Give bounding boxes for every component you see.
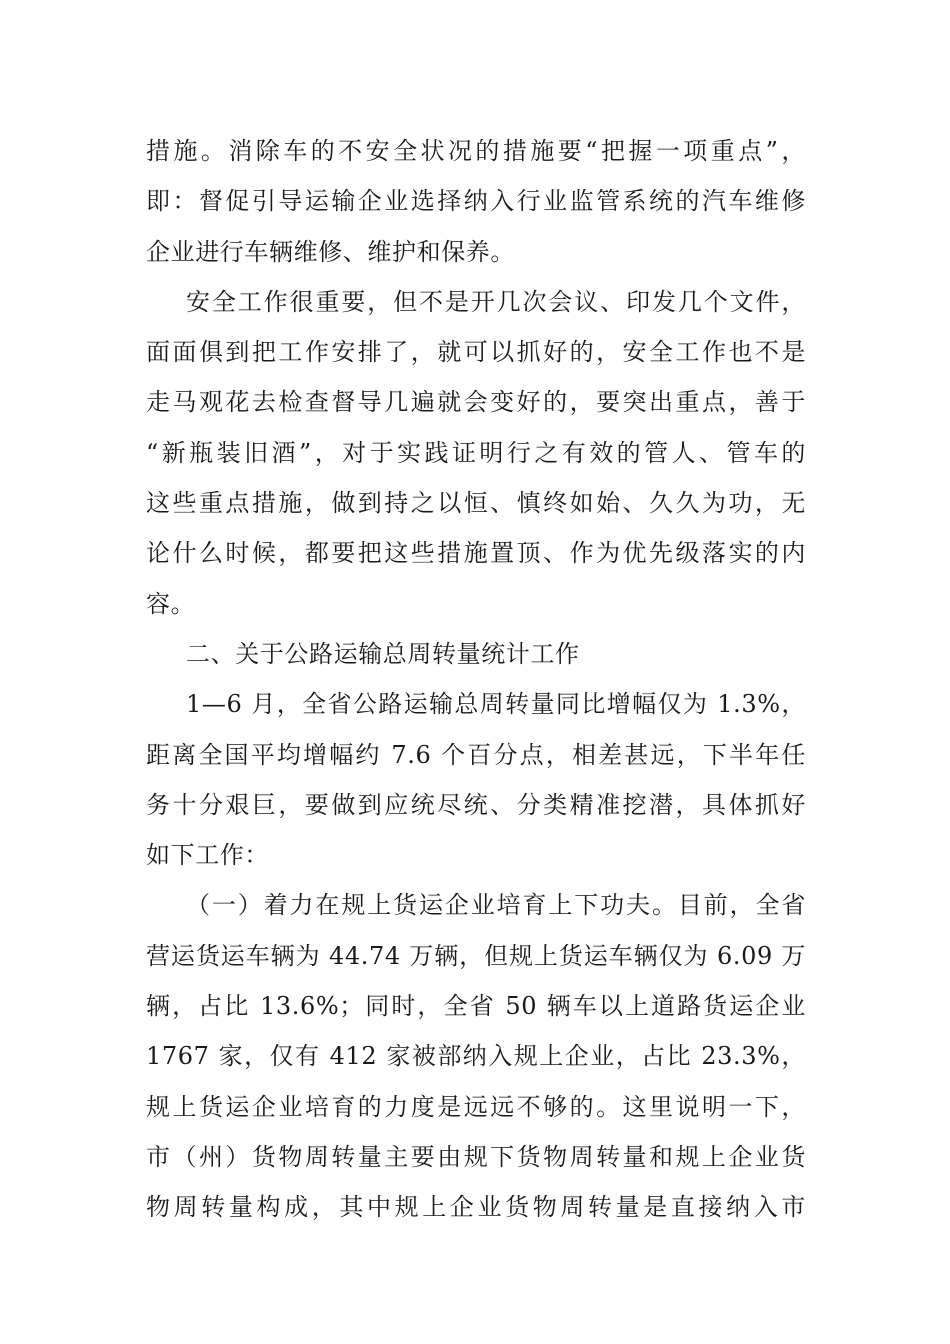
text-line: 容。 — [146, 589, 196, 618]
text-line: 1—6 月，全省公路运输总周转量同比增幅仅为 1.3%， — [186, 690, 806, 719]
text-line: 辆，占比 13.6%；同时，全省 50 辆车以上道路货运企业 — [146, 992, 806, 1021]
text-line: 营运货运车辆为 44.74 万辆，但规上货运车辆仅为 6.09 万 — [146, 941, 806, 970]
text-line: 即：督促引导运输企业选择纳入行业监管系统的汽车维修 — [146, 187, 806, 216]
text-line: 市（州）货物周转量主要由规下货物周转量和规上企业货 — [146, 1142, 806, 1171]
text-line: 论什么时候，都要把这些措施置顶、作为优先级落实的内 — [146, 539, 806, 568]
document-body — [146, 126, 806, 1233]
text-line: 规上货运企业培育的力度是远远不够的。这里说明一下， — [146, 1092, 806, 1121]
subsection-line: （一）着力在规上货运企业培育上下功夫。目前，全省 — [186, 891, 806, 920]
text-line: 距离全国平均增幅约 7.6 个百分点，相差甚远，下半年任 — [146, 740, 806, 769]
text-line: 物周转量构成，其中规上企业货物周转量是直接纳入市 — [146, 1193, 806, 1222]
text-line: 企业进行车辆维修、维护和保养。 — [146, 237, 515, 266]
text-line: 安全工作很重要，但不是开几次会议、印发几个文件， — [186, 287, 806, 316]
text-line: 走马观花去检查督导几遍就会变好的，要突出重点，善于 — [146, 388, 806, 417]
text-line: 面面俱到把工作安排了，就可以抓好的，安全工作也不是 — [146, 338, 806, 367]
text-line: 1767 家，仅有 412 家被部纳入规上企业，占比 23.3%， — [146, 1042, 806, 1071]
text-line: 这些重点措施，做到持之以恒、慎终如始、久久为功，无 — [146, 489, 806, 518]
text-line: “新瓶装旧酒”，对于实践证明行之有效的管人、管车的 — [146, 438, 806, 467]
text-line: 措施。消除车的不安全状况的措施要“把握一项重点”， — [146, 137, 806, 165]
section-heading: 二、关于公路运输总周转量统计工作 — [186, 639, 580, 668]
text-line: 务十分艰巨，要做到应统尽统、分类精准挖潜，具体抓好 — [146, 790, 806, 819]
text-line: 如下工作： — [146, 841, 269, 870]
